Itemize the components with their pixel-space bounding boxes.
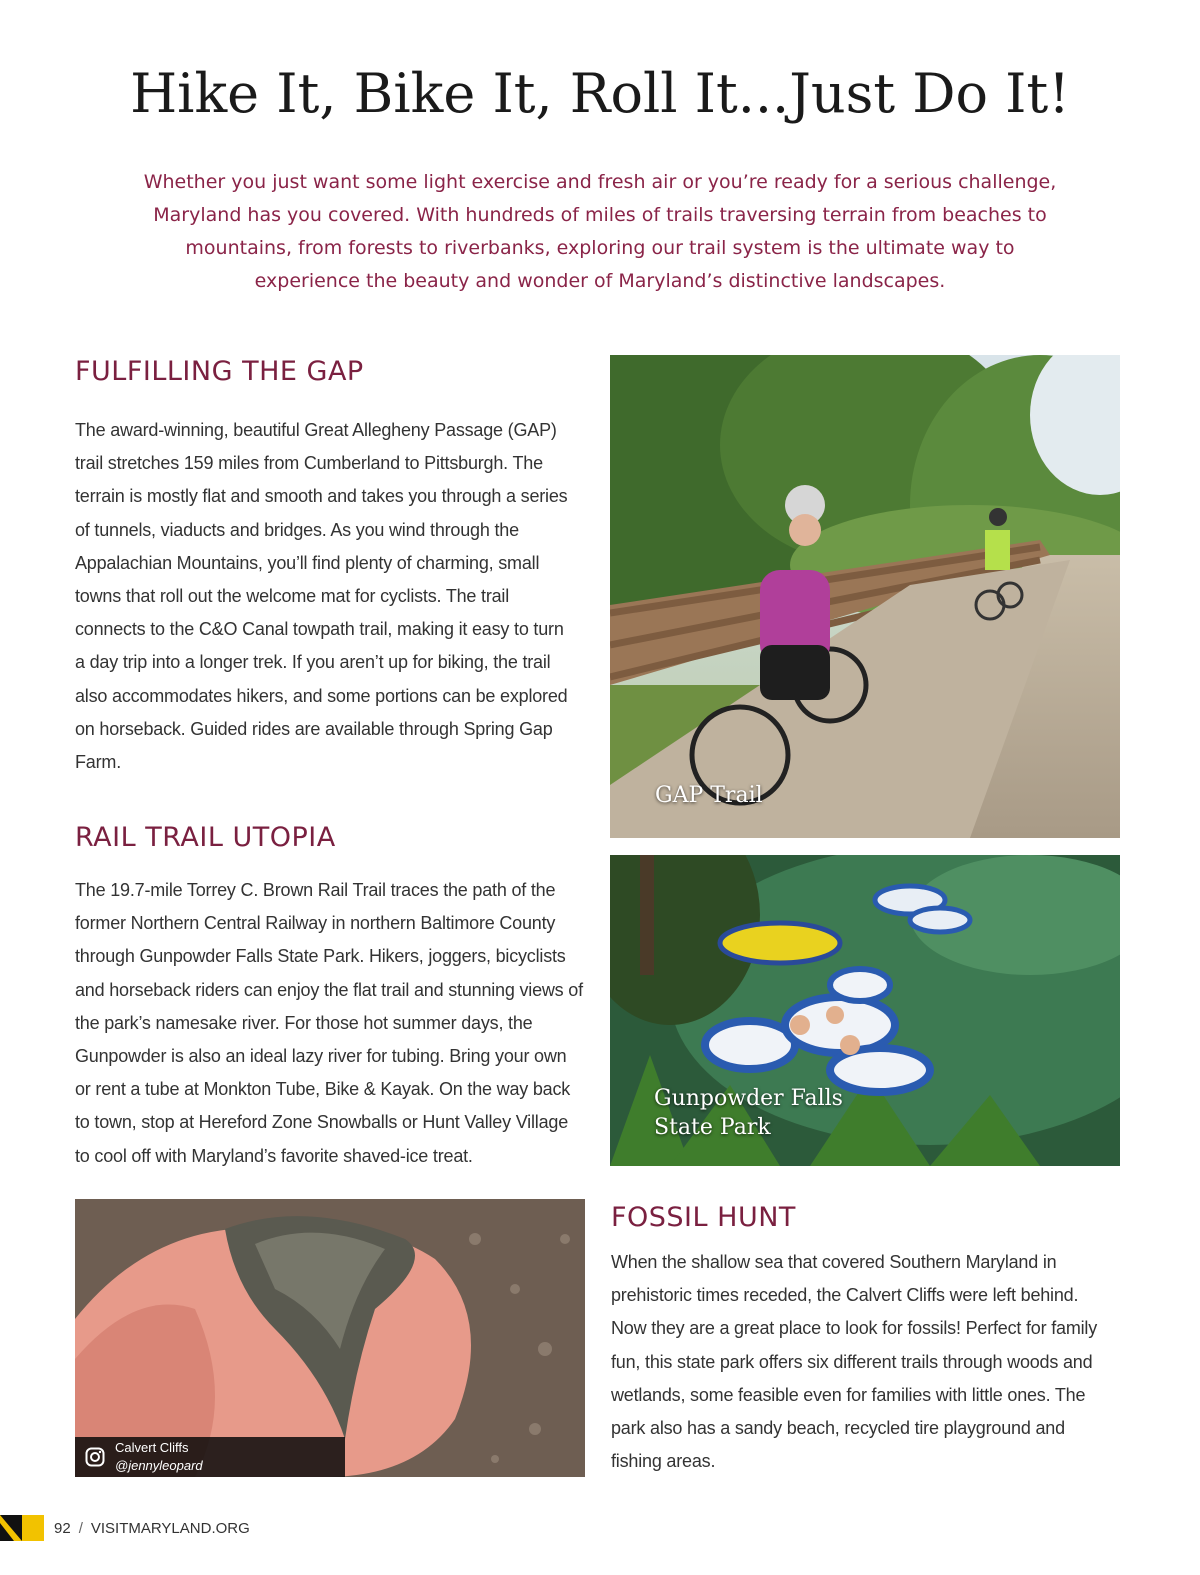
calvert-credit-bar xyxy=(75,1437,345,1477)
gunpowder-caption-line2: State Park xyxy=(654,1115,771,1140)
intro-paragraph: Whether you just want some light exercise and fresh air or you’re ready for a serious challenge, Maryland has you covered. With hundreds of miles of trails traversing terrain from beaches to mountains, from forests to riverbanks, exploring our trail system is the ultimate way to experience the beauty and wonder of Maryland’s distinctive landscapes. xyxy=(143,171,1057,292)
gap-body: The award-winning, beautiful Great Allegheny Passage (GAP) trail stretches 159 miles from Cumberland to Pittsburgh. The terrain is mostly flat and smooth and takes you through a series of tunnels, viaducts and bridges. As you wind through the Appalachian Mountains, you’ll find plenty of charming, small towns that roll out the welcome mat for cyclists. The trail connects to the C&O Canal towpath trail, making it easy to turn a day trip into a longer trek. If you aren’t up for biking, the trail also accommodates hikers, and some portions can be explored on horseback. Guided rides are available through Spring Gap Farm. xyxy=(75,420,568,773)
instagram-icon xyxy=(75,1437,115,1477)
gap-heading: FULFILLING THE GAP xyxy=(75,356,364,387)
page-title: Hike It, Bike It, Roll It...Just Do It! xyxy=(130,62,1070,125)
page-number: 92 xyxy=(54,1519,71,1537)
gap-trail-photo xyxy=(610,355,1120,838)
gunpowder-caption-line1: Gunpowder Falls xyxy=(654,1086,843,1111)
rail-heading: RAIL TRAIL UTOPIA xyxy=(75,822,336,853)
calvert-caption: Calvert Cliffs xyxy=(115,1440,189,1455)
photographer-handle: @jennyleopard xyxy=(115,1458,203,1473)
fossil-heading: FOSSIL HUNT xyxy=(611,1202,796,1233)
rail-body: The 19.7-mile Torrey C. Brown Rail Trail traces the path of the former Northern Central Railway in northern Baltimore County through Gunpowder Falls State Park. Hikers, joggers, bicyclists and horseback riders can enjoy the flat trail and stunning views of the park’s namesake river. For those hot summer days, the Gunpowder is also an ideal lazy river for tubing. Bring your own or rent a tube at Monkton Tube, Bike & Kayak. On the way back to town, stop at Hereford Zone Snowballs or Hunt Valley Village to cool off with Maryland’s favorite shaved-ice treat. xyxy=(75,880,583,1166)
site-link[interactable]: VISITMARYLAND.ORG xyxy=(90,1519,250,1537)
footer-separator: / xyxy=(78,1519,83,1537)
page-footer xyxy=(0,1515,250,1541)
fossil-body: When the shallow sea that covered Southern Maryland in prehistoric times receded, the Calvert Cliffs were left behind. Now they are a great place to look for fossils! Perfect for family fun, this state park offers six different trails through woods and wetlands, some feasible even for families with little ones. The park also has a sandy beach, recycled tire playground and fishing areas. xyxy=(611,1252,1098,1472)
gunpowder-falls-caption xyxy=(654,1084,843,1142)
gunpowder-falls-photo xyxy=(610,855,1120,1166)
calvert-cliffs-photo xyxy=(75,1199,585,1477)
gap-trail-caption: GAP Trail xyxy=(655,783,763,808)
maryland-flag-icon xyxy=(0,1515,44,1541)
